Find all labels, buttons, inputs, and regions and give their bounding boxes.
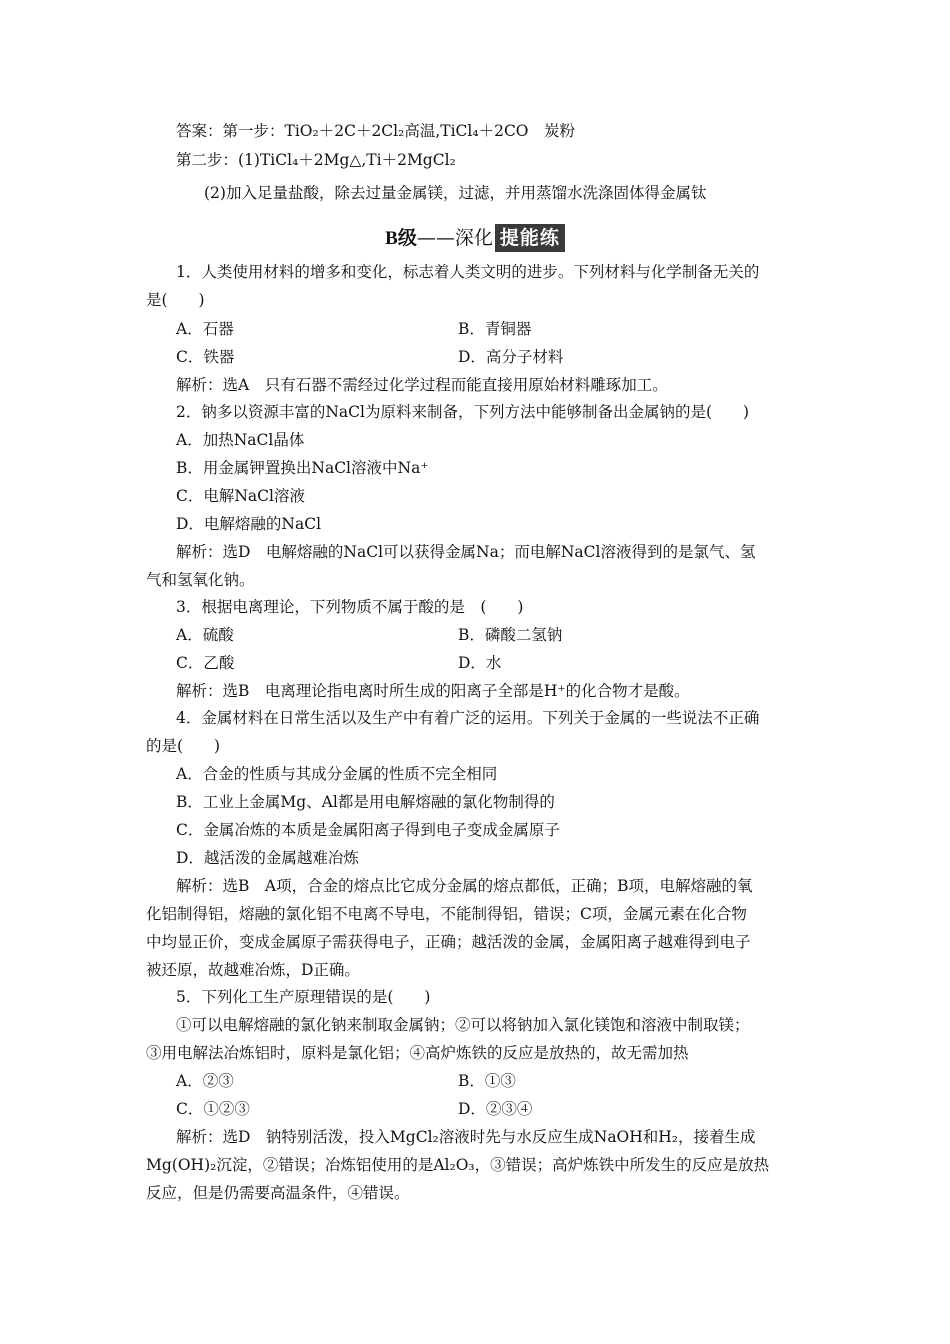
q3-stem: 3．根据电离理论，下列物质不属于酸的是 ( ): [176, 598, 524, 616]
q4-option-c: C．金属冶炼的本质是金属阳离子得到电子变成金属原子: [176, 821, 560, 839]
q3-option-b: B．磷酸二氢钠: [458, 626, 563, 644]
section-dash: ——: [416, 227, 455, 249]
q5-items-a: ①可以电解熔融的氯化钠来制取金属钠；②可以将钠加入氯化镁饱和溶液中制取镁；: [176, 1016, 750, 1034]
q2-stem: 2．钠多以资源丰富的NaCl为原料来制备，下列方法中能够制备出金属钠的是( ): [176, 403, 750, 421]
answer-line-2: 第二步：(1)TiCl₄＋2Mg△,Ti＋2MgCl₂: [176, 151, 456, 169]
q2-option-b: B．用金属钾置换出NaCl溶液中Na⁺: [176, 459, 429, 477]
q4-option-b: B．工业上金属Mg、Al都是用电解熔融的氯化物制得的: [176, 793, 555, 811]
q5-analysis-a: 解析：选D 钠特别活泼，投入MgCl₂溶液时先与水反应生成NaOH和H₂，接着生成: [176, 1128, 756, 1146]
q2-option-a: A．加热NaCl晶体: [176, 431, 305, 449]
q3-analysis: 解析：选B 电离理论指电离时所生成的阳离子全部是H⁺的化合物才是酸。: [176, 682, 690, 700]
q5-analysis-c: 反应，但是仍需要高温条件，④错误。: [146, 1184, 410, 1202]
q1-stem-a: 1．人类使用材料的增多和变化，标志着人类文明的进步。下列材料与化学制备无关的: [176, 263, 760, 281]
q5-items-b: ③用电解法冶炼铝时，原料是氯化铝；④高炉炼铁的反应是放热的，故无需加热: [146, 1044, 689, 1062]
q1-option-b: B．青铜器: [458, 320, 532, 338]
section-level: B级: [385, 228, 417, 249]
q4-analysis-d: 被还原，故越难冶炼，D正确。: [146, 961, 360, 979]
q2-option-c: C．电解NaCl溶液: [176, 487, 305, 505]
q4-option-a: A．合金的性质与其成分金属的性质不完全相同: [176, 765, 498, 783]
q4-analysis-a: 解析：选B A项，合金的熔点比它成分金属的熔点都低，正确；B项，电解熔融的氧: [176, 877, 753, 895]
q5-option-d: D．②③④: [458, 1100, 533, 1118]
q1-option-d: D．高分子材料: [458, 348, 564, 366]
q4-stem-b: 的是( ): [146, 737, 221, 755]
q4-analysis-c: 中均显正价，变成金属原子需获得电子，正确；越活泼的金属，金属阳离子越难得到电子: [146, 933, 751, 951]
answer-line-3: (2)加入足量盐酸，除去过量金属镁，过滤，并用蒸馏水洗涤固体得金属钛: [204, 184, 707, 202]
q1-analysis: 解析：选A 只有石器不需经过化学过程而能直接用原始材料雕琢加工。: [176, 376, 668, 394]
q1-option-a: A．石器: [176, 320, 234, 338]
q2-analysis-b: 气和氢氧化钠。: [146, 571, 255, 589]
q1-stem-b: 是( ): [146, 291, 205, 309]
q5-option-a: A．②③: [176, 1072, 234, 1090]
q4-option-d: D．越活泼的金属越难冶炼: [176, 849, 359, 867]
q3-option-d: D．水: [458, 654, 502, 672]
section-plain: 深化: [454, 227, 493, 249]
q4-analysis-b: 化铝制得铝，熔融的氯化铝不电离不导电，不能制得铝，错误；C项，金属元素在化合物: [146, 905, 747, 923]
q2-option-d: D．电解熔融的NaCl: [176, 515, 322, 533]
section-heading: [0, 224, 950, 253]
answer-line-1: 答案：第一步：TiO₂＋2C＋2Cl₂高温,TiCl₄＋2CO 炭粉: [176, 122, 576, 140]
q4-stem-a: 4．金属材料在日常生活以及生产中有着广泛的运用。下列关于金属的一些说法不正确: [176, 709, 760, 727]
section-boxed-label: 提能练: [495, 224, 565, 252]
q1-option-c: C．铁器: [176, 348, 235, 366]
q5-option-c: C．①②③: [176, 1100, 250, 1118]
q3-option-a: A．硫酸: [176, 626, 234, 644]
q5-stem: 5．下列化工生产原理错误的是( ): [176, 988, 431, 1006]
q2-analysis-a: 解析：选D 电解熔融的NaCl可以获得金属Na；而电解NaCl溶液得到的是氯气、氢: [176, 543, 756, 561]
q3-option-c: C．乙酸: [176, 654, 235, 672]
q5-option-b: B．①③: [458, 1072, 516, 1090]
q5-analysis-b: Mg(OH)₂沉淀，②错误；冶炼铝使用的是Al₂O₃，③错误；高炉炼铁中所发生的反应是放热: [146, 1156, 770, 1174]
